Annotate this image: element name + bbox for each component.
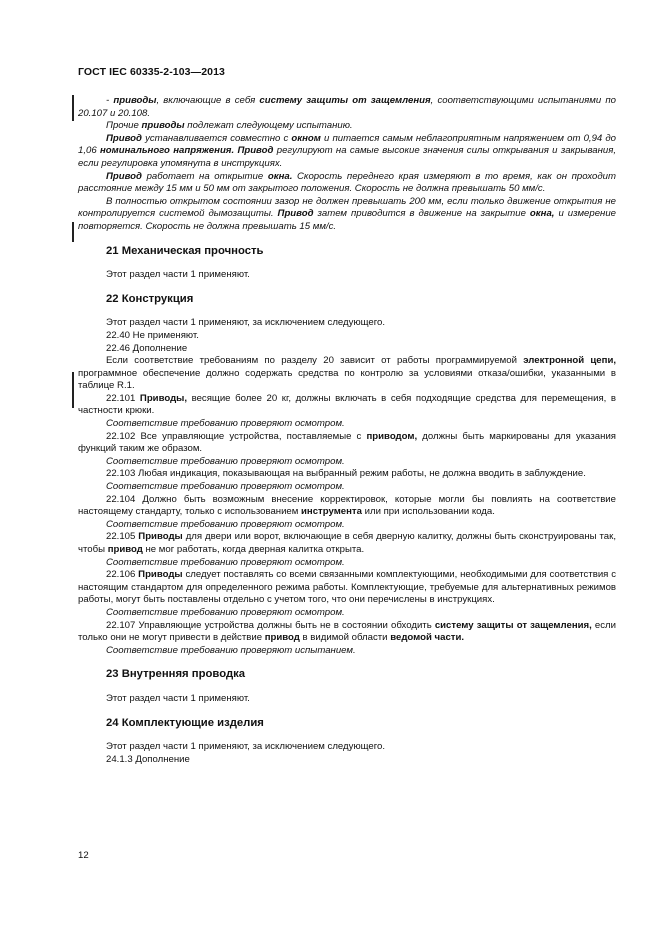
compliance-note: Соответствие требованию проверяют осмотром. (106, 606, 345, 618)
section-heading: 23 Внутренняя проводка (106, 668, 246, 681)
intro-paragraph: Прочие приводы подлежат следующему испытанию. (106, 120, 353, 132)
clause: 22.103 Любая индикация, показывающая на выбранный режим работы, не должна вводить в заблуждение. (106, 468, 586, 480)
section-text: Этот раздел части 1 применяют, за исключением следующего. (106, 741, 386, 753)
compliance-note: Соответствие требованию проверяют осмотром. (106, 455, 345, 467)
intro-paragraph: Привод устанавливается совместно с окном и питается самым неблагоприятным напряжением от 0,94 до 1,06 номинального напряжения. Привод регулируют на самые высокие значения силы открывания и закрывания, если регулировка упомянута в инструкциях. (78, 132, 616, 169)
clause: 22.107 Управляющие устройства должны быть не в состоянии обходить систему защиты от защемления, если только они не могут привести в действие привод в видимой области ведомой части. (78, 619, 616, 644)
section-heading: 21 Механическая прочность (106, 244, 264, 257)
intro-paragraph: В полностью открытом состоянии зазор не должен превышать 200 мм, если только движение открытия не контролируется системой дымозащиты. Привод затем приводится в движение на закрытие окна, и измерение повторяется. Скорость не должна превышать 15 мм/с. (78, 195, 617, 232)
compliance-note: Соответствие требованию проверяют осмотром. (106, 556, 345, 568)
clause: 22.102 Все управляющие устройства, поставляемые с приводом, должны быть маркированы для указания функций таким же образом. (78, 430, 616, 455)
page-number: 12 (78, 850, 89, 861)
clause: 22.46 Дополнение (106, 342, 188, 354)
section-text: Этот раздел части 1 применяют. (106, 269, 250, 281)
section-text: Этот раздел части 1 применяют, за исключением следующего. (106, 317, 386, 329)
document-body (78, 95, 616, 766)
document-header: ГОСТ IEC 60335-2-103—2013 (78, 66, 225, 78)
change-bar (72, 372, 74, 408)
section-heading: 24 Комплектующие изделия (106, 716, 264, 729)
clause-text: Если соответствие требованиям по разделу 20 зависит от работы программируемой электронной цепи, программное обеспечение должно содержать средства по контролю за условиями отказа/ошибки, указанными в таблице R.1. (78, 355, 617, 392)
clause: 22.105 Приводы для двери или ворот, включающие в себя дверную калитку, должны быть сконструированы так, чтобы привод не мог работать, когда дверная калитка открыта. (78, 531, 616, 555)
clause: 22.104 Должно быть возможным внесение корректировок, которые могли бы повлиять на соответствие настоящему стандарту, только с использованием инструмента или при использовании кода. (78, 493, 616, 518)
intro-paragraph: - приводы, включающие в себя систему защиты от защемления, соответствующими испытаниями по 20.107 и 20.108. (78, 95, 616, 119)
clause: 22.106 Приводы следует поставлять со всеми связанными комплектующими, необходимыми для соответствия с настоящим стандартом для определенного режима работы. Комплектующие, требуемые для альтернативных режимов работы, могут быть поставлены отдельно с учетом того, что они перечислены в инструкциях. (78, 569, 616, 606)
compliance-note: Соответствие требованию проверяют осмотром. (106, 518, 345, 530)
clause: 22.101 Приводы, весящие более 20 кг, должны включать в себя подходящие средства для перемещения, в частности крюки. (78, 392, 616, 417)
change-bar (72, 222, 74, 242)
change-bar (72, 95, 74, 121)
clause: 24.1.3 Дополнение (106, 753, 190, 765)
intro-paragraph: Привод работает на открытие окна. Скорость переднего края измеряют в то время, как он проходит расстояние между 15 мм и 50 мм от закрытого положения. Скорость не должна превышать 50 мм/с. (78, 170, 617, 195)
clause: 22.40 Не применяют. (106, 329, 199, 341)
compliance-note: Соответствие требованию проверяют осмотром. (106, 418, 345, 430)
section-text: Этот раздел части 1 применяют. (106, 692, 250, 704)
compliance-note: Соответствие требованию проверяют осмотром. (106, 481, 345, 493)
compliance-note: Соответствие требованию проверяют испытанием. (106, 644, 356, 656)
section-heading: 22 Конструкция (106, 292, 194, 305)
